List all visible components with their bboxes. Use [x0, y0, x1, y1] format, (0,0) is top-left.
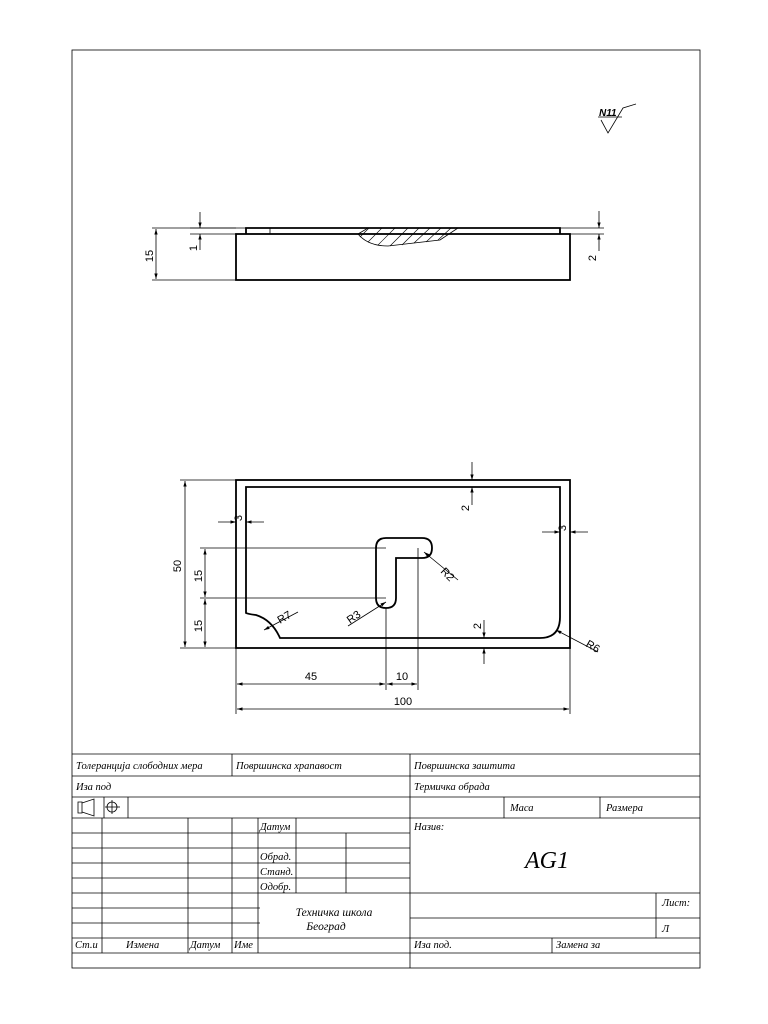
dim-top-15-upper: 15 [193, 569, 205, 583]
drawing-name: AG1 [525, 848, 569, 874]
col-change: Измена [126, 940, 160, 951]
sheet-l: Л [662, 924, 670, 935]
pocket-outline [246, 487, 560, 638]
from-label: Иза под [76, 782, 112, 793]
dim-side-15: 15 [144, 249, 156, 263]
school-line2: Београд [306, 921, 346, 933]
dim-100: 100 [393, 696, 413, 708]
drawn-label: Обрад. [260, 852, 292, 863]
tolerances-label: Толеранција слободних мера [76, 761, 203, 772]
dim-left-3: 3 [233, 514, 245, 522]
l-slot [376, 538, 432, 608]
projection-symbol-icon [78, 799, 120, 816]
date-label: Датум [260, 822, 291, 833]
school-line1: Техничка школа [295, 907, 373, 919]
roughness-symbol [598, 104, 636, 133]
dim-side-2: 2 [587, 254, 599, 262]
mass-label: Маса [510, 803, 534, 814]
side-view [144, 211, 604, 280]
dim-inner-2: 2 [472, 622, 484, 630]
dim-45: 45 [304, 671, 318, 683]
col-name: Име [234, 940, 253, 951]
dim-side-1: 1 [188, 244, 200, 252]
approved-label: Одобр. [260, 882, 292, 893]
roughness-label: Површинска храпавост [236, 761, 342, 772]
replace-label: Замена за [556, 940, 601, 951]
dim-top-50: 50 [172, 559, 184, 573]
side-view-body [236, 234, 570, 280]
scale-label: Размера [606, 803, 643, 814]
name-label: Назив: [414, 822, 445, 833]
radius-r2: R2 [437, 565, 457, 585]
dim-top-2: 2 [460, 504, 472, 512]
col-date: Датум [190, 940, 221, 951]
title-block [72, 754, 700, 968]
radius-r6: R6 [583, 638, 602, 656]
radius-r7: R7 [275, 609, 294, 627]
roughness-value: N11 [599, 108, 617, 119]
under-label: Иза под. [414, 940, 452, 951]
dim-right-3: 3 [557, 524, 569, 532]
standard-label: Станд. [260, 867, 294, 878]
col-st: Ст.и [75, 940, 98, 951]
top-view [172, 462, 602, 714]
protection-label: Површинска заштита [414, 761, 516, 772]
sheet-label: Лист: [662, 898, 691, 909]
heat-treatment-label: Термичка обрада [414, 782, 490, 793]
radius-r3: R3 [344, 608, 364, 627]
sheet-frame [72, 50, 700, 968]
dim-10: 10 [395, 671, 409, 683]
dim-top-15-lower: 15 [193, 619, 205, 633]
